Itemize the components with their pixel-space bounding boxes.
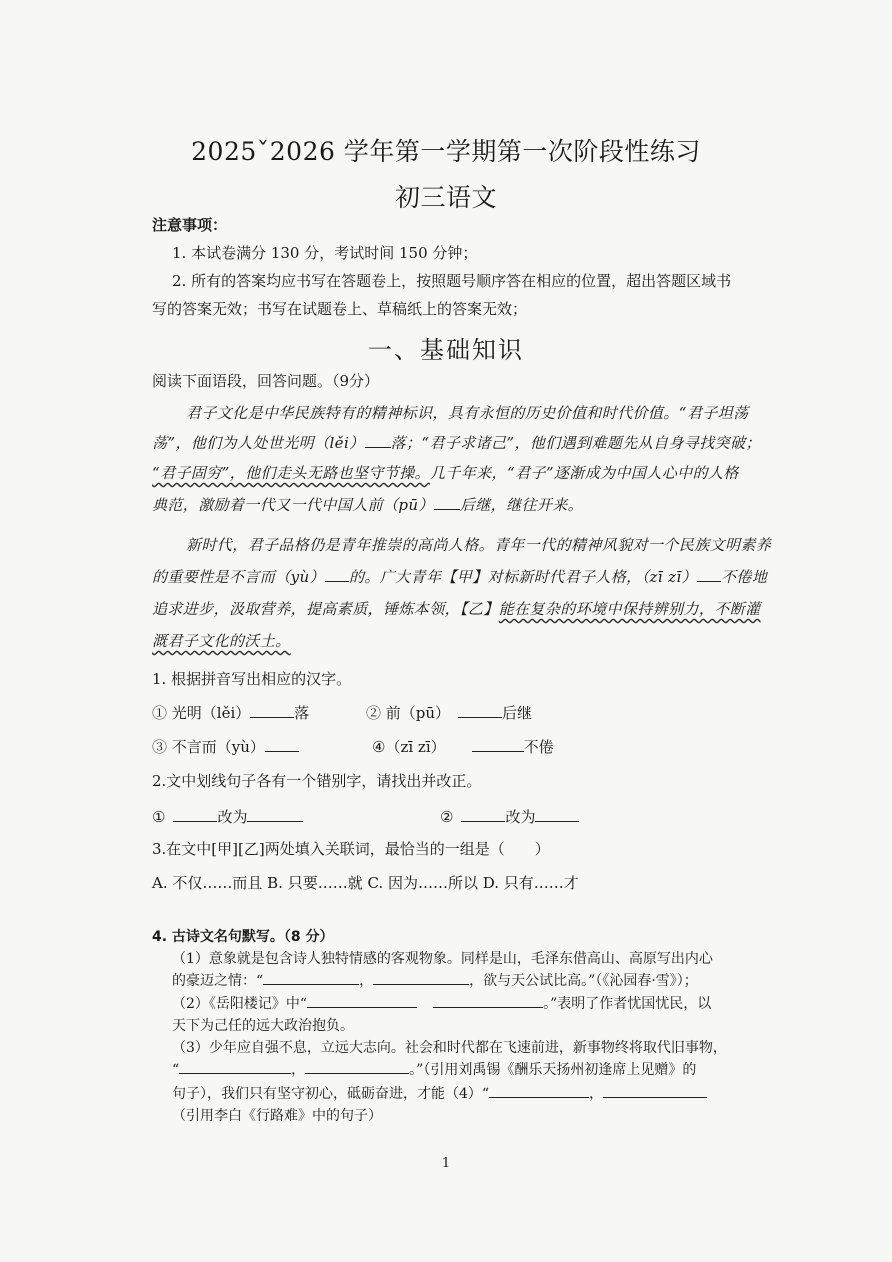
underlined-sentence-2-cont: 溉君子文化的沃土。 bbox=[152, 632, 291, 650]
q4-stem: 4. 古诗文名句默写。（8 分） bbox=[152, 929, 334, 945]
q2-answer-2 bbox=[440, 806, 579, 827]
q4-text: ， bbox=[291, 1062, 306, 1078]
passage-line bbox=[152, 566, 767, 587]
q1-answer-4 bbox=[372, 736, 554, 757]
answer-blank[interactable] bbox=[307, 993, 417, 1008]
q4-text: “ bbox=[172, 1062, 180, 1078]
answer-blank[interactable] bbox=[535, 807, 579, 822]
q4-line: （1）意象就是包含诗人独特情感的客观物象。同样是山，毛泽东借高山、高原写出内心 bbox=[172, 951, 713, 967]
passage-line bbox=[152, 432, 761, 453]
section-title: 一、基础知识 bbox=[368, 336, 524, 364]
underlined-sentence-2: 能在复杂的环境中保持辨别力，不断灌 bbox=[498, 600, 761, 618]
q2-answer-1 bbox=[152, 806, 303, 827]
passage-line: 新时代，君子品格仍是青年推崇的高尚人格。青年一代的精神风貌对一个民族文明素养 bbox=[186, 536, 772, 554]
fill-blank bbox=[697, 567, 721, 582]
q2-label: 改为 bbox=[505, 808, 536, 826]
notice-item-2-line-2: 写的答案无效；书写在试题卷上、草稿纸上的答案无效； bbox=[152, 300, 528, 318]
answer-blank[interactable] bbox=[305, 1059, 409, 1074]
answer-blank[interactable] bbox=[250, 703, 294, 718]
q4-line: （引用李白《行路难》中的句子） bbox=[172, 1108, 382, 1124]
q1-label: ④（zī zī） bbox=[372, 738, 446, 756]
fill-blank bbox=[365, 433, 391, 448]
q4-text: ， bbox=[589, 1086, 604, 1102]
passage-line bbox=[152, 598, 761, 619]
passage-text: 荡”，他们为人处世光明（lěi） bbox=[152, 434, 365, 452]
q2-label: ② bbox=[440, 808, 454, 826]
passage-text: 落；“君子求诸己”，他们遇到难题先从自身寻找突破； bbox=[390, 434, 761, 452]
passage-line bbox=[152, 630, 291, 651]
q2-label: 改为 bbox=[217, 808, 248, 826]
q1-label: 不倦 bbox=[523, 738, 554, 756]
q1-answer-2 bbox=[366, 702, 532, 723]
q4-line: 天下为己任的远大政治抱负。 bbox=[172, 1018, 354, 1034]
answer-blank[interactable] bbox=[179, 1059, 291, 1074]
fill-blank bbox=[325, 567, 349, 582]
q4-text: 。”表明了作者忧国忧民，以 bbox=[543, 996, 712, 1012]
passage-line bbox=[152, 494, 583, 515]
answer-blank[interactable] bbox=[247, 807, 303, 822]
q1-label: ③ 不言而（yù） bbox=[152, 738, 265, 756]
q4-line: （3）少年应自强不息，立远大志向。社会和时代都在飞速前进，新事物终将取代旧事物， bbox=[172, 1040, 727, 1056]
answer-blank[interactable] bbox=[603, 1083, 707, 1098]
q3-options: A. 不仅……而且 B. 只要……就 C. 因为……所以 D. 只有……才 bbox=[152, 874, 579, 892]
passage-text: 的重要性是不言而（yù） bbox=[152, 568, 325, 586]
answer-blank[interactable] bbox=[461, 807, 505, 822]
page-number: 1 bbox=[441, 1156, 451, 1171]
passage-text: 后继，继往开来。 bbox=[459, 496, 584, 514]
q4-line bbox=[172, 970, 698, 990]
passage-text: 典范，激励着一代又一代中国人前（pū） bbox=[152, 496, 434, 514]
passage-line bbox=[152, 462, 739, 483]
q4-text: 的豪迈之情：“ bbox=[172, 973, 264, 989]
q1-label: ② 前（pū） bbox=[366, 704, 451, 722]
q2-stem: 2.文中划线句子各有一个错别字，请找出并改正。 bbox=[152, 772, 482, 790]
q4-text: ，欲与天公试比高。”（《沁园春·雪》）； bbox=[469, 973, 698, 989]
answer-blank[interactable] bbox=[173, 807, 217, 822]
q4-text: ， bbox=[359, 973, 374, 989]
answer-blank[interactable] bbox=[489, 1083, 589, 1098]
section-intro: 阅读下面语段，回答问题。（9分） bbox=[152, 372, 380, 390]
q1-stem: 1. 根据拼音写出相应的汉字。 bbox=[152, 670, 352, 688]
underlined-sentence-1: “君子固穷”，他们走头无路也坚守节操。 bbox=[152, 464, 430, 482]
passage-text: 不倦地 bbox=[721, 568, 768, 586]
exam-title: 2025ˇ2026 学年第一学期第一次阶段性练习 bbox=[191, 137, 701, 166]
subject-title: 初三语文 bbox=[394, 183, 497, 212]
q4-text: 句子），我们只有坚守初心，砥砺奋进，才能（4）“ bbox=[172, 1086, 490, 1102]
q3-stem: 3.在文中[甲][乙]两处填入关联词，最恰当的一组是（ ） bbox=[152, 840, 550, 858]
q1-label: 落 bbox=[294, 704, 310, 722]
passage-line: 君子文化是中华民族特有的精神标识，具有永恒的历史价值和时代价值。“君子坦荡 bbox=[186, 404, 749, 422]
notice-item-1: 1. 本试卷满分 130 分，考试时间 150 分钟； bbox=[172, 244, 478, 262]
q2-label: ① bbox=[152, 808, 166, 826]
passage-text: 的。广大青年【甲】对标新时代君子人格，（zī zī） bbox=[348, 568, 698, 586]
answer-blank[interactable] bbox=[265, 737, 299, 752]
q4-text: 。”（引用刘禹锡《酬乐天扬州初逢席上见赠》的 bbox=[409, 1062, 697, 1078]
answer-blank[interactable] bbox=[433, 993, 543, 1008]
q1-label: ① 光明（lěi） bbox=[152, 704, 251, 722]
q4-line bbox=[172, 1059, 696, 1079]
q4-text: （2）《岳阳楼记》中“ bbox=[172, 996, 308, 1012]
notice-heading: 注意事项： bbox=[152, 216, 228, 234]
answer-blank[interactable] bbox=[458, 703, 502, 718]
answer-blank[interactable] bbox=[263, 970, 359, 985]
answer-blank[interactable] bbox=[373, 970, 469, 985]
q1-answer-3 bbox=[152, 736, 299, 757]
q4-line bbox=[172, 1083, 707, 1103]
q1-answer-1 bbox=[152, 702, 309, 723]
fill-blank bbox=[434, 495, 460, 510]
notice-item-2-line-1: 2. 所有的答案均应书写在答题卷上，按照题号顺序答在相应的位置，超出答题区域书 bbox=[172, 272, 732, 290]
answer-blank[interactable] bbox=[472, 737, 524, 752]
passage-text: 追求进步，汲取营养，提高素质，锤炼本领，【乙】 bbox=[152, 600, 499, 618]
q1-label: 后继 bbox=[502, 704, 533, 722]
q4-line bbox=[172, 993, 711, 1013]
passage-text: 几千年来，“君子”逐渐成为中国人心中的人格 bbox=[429, 464, 739, 482]
